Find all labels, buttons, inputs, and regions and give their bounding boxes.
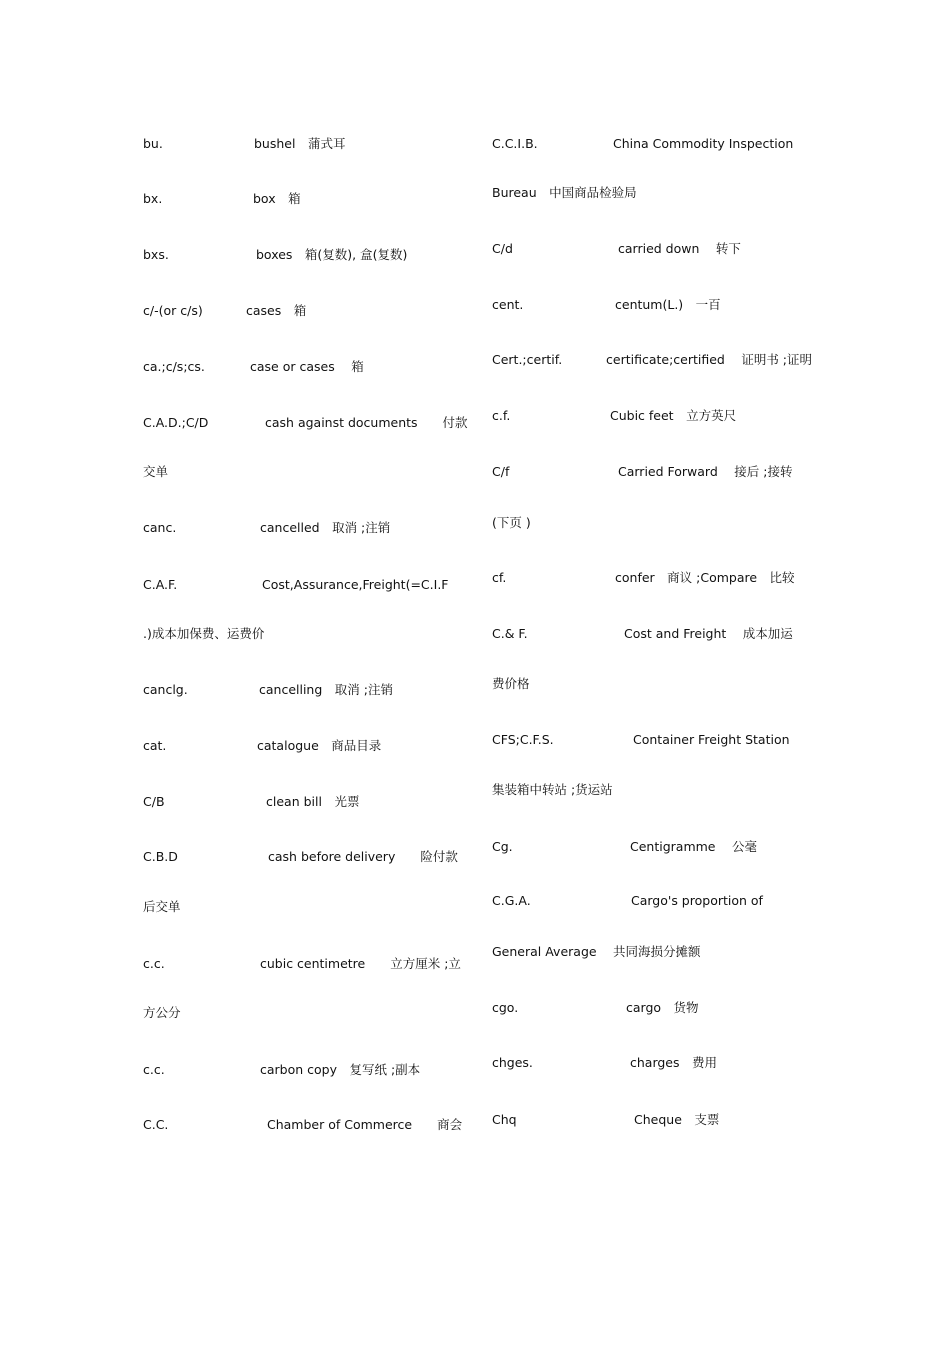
- entry-meaning: boxes 箱(复数), 盒(复数): [256, 247, 408, 262]
- entry-meaning: catalogue 商品目录: [257, 738, 382, 753]
- entry-abbreviation: bx.: [143, 191, 163, 206]
- entry-abbreviation: cf.: [492, 570, 507, 585]
- entry-abbreviation: canclg.: [143, 682, 188, 697]
- entry-meaning: cancelling 取消 ;注销: [259, 682, 393, 697]
- entry-meaning: centum(L.) 一百: [615, 297, 721, 312]
- entry-abbreviation: CFS;C.F.S.: [492, 732, 554, 747]
- entry-continuation: (下页 ): [492, 515, 531, 530]
- entry-meaning: confer 商议 ;Compare 比较: [615, 570, 795, 585]
- entry-meaning: carried down 转下: [618, 241, 741, 256]
- entry-abbreviation: cent.: [492, 297, 524, 312]
- entry-abbreviation: cgo.: [492, 1000, 519, 1015]
- entry-meaning: carbon copy 复写纸 ;副本: [260, 1062, 421, 1077]
- entry-meaning: cubic centimetre 立方厘米 ;立: [260, 956, 461, 971]
- entry-meaning: cash against documents 付款: [265, 415, 468, 430]
- entry-abbreviation: canc.: [143, 520, 177, 535]
- entry-abbreviation: ca.;c/s;cs.: [143, 359, 205, 374]
- entry-meaning: Container Freight Station: [633, 732, 790, 747]
- entry-meaning: China Commodity Inspection: [613, 136, 794, 151]
- entry-meaning: certificate;certified 证明书 ;证明: [606, 352, 813, 367]
- entry-abbreviation: Cg.: [492, 839, 513, 854]
- entry-meaning: charges 费用: [630, 1055, 718, 1070]
- entry-abbreviation: C/B: [143, 794, 165, 809]
- entry-meaning: Cost,Assurance,Freight(=C.I.F: [262, 577, 449, 592]
- entry-abbreviation: cat.: [143, 738, 167, 753]
- entry-abbreviation: C.C.: [143, 1117, 169, 1132]
- entry-continuation: General Average 共同海损分摊额: [492, 944, 701, 959]
- entry-abbreviation: c.f.: [492, 408, 511, 423]
- entry-abbreviation: C.A.F.: [143, 577, 178, 592]
- entry-abbreviation: Chq: [492, 1112, 517, 1127]
- entry-meaning: clean bill 光票: [266, 794, 360, 809]
- entry-abbreviation: C/d: [492, 241, 513, 256]
- entry-continuation: 费价格: [492, 676, 530, 691]
- entry-abbreviation: C.C.I.B.: [492, 136, 538, 151]
- entry-abbreviation: Cert.;certif.: [492, 352, 563, 367]
- entry-abbreviation: c.c.: [143, 1062, 165, 1077]
- entry-continuation: 方公分: [143, 1005, 181, 1020]
- entry-abbreviation: C.& F.: [492, 626, 528, 641]
- entry-continuation: .)成本加保费、运费价: [143, 626, 265, 641]
- entry-meaning: Cheque 支票: [634, 1112, 720, 1127]
- entry-meaning: cancelled 取消 ;注销: [260, 520, 391, 535]
- entry-meaning: cash before delivery 险付款: [268, 849, 458, 864]
- entry-meaning: case or cases 箱: [250, 359, 364, 374]
- entry-abbreviation: c/-(or c/s): [143, 303, 203, 318]
- entry-meaning: Cubic feet 立方英尺: [610, 408, 737, 423]
- entry-abbreviation: bu.: [143, 136, 163, 151]
- entry-continuation: 后交单: [143, 899, 181, 914]
- entry-meaning: box 箱: [253, 191, 301, 206]
- entry-meaning: Centigramme 公毫: [630, 839, 757, 854]
- entry-meaning: bushel 蒲式耳: [254, 136, 346, 151]
- entry-meaning: cases 箱: [246, 303, 307, 318]
- entry-abbreviation: c.c.: [143, 956, 165, 971]
- entry-abbreviation: chges.: [492, 1055, 533, 1070]
- entry-continuation: Bureau 中国商品检验局: [492, 185, 637, 200]
- entry-continuation: 交单: [143, 464, 169, 479]
- entry-abbreviation: C.A.D.;C/D: [143, 415, 209, 430]
- entry-meaning: Cargo's proportion of: [631, 893, 763, 908]
- entry-abbreviation: C.G.A.: [492, 893, 531, 908]
- entry-meaning: Chamber of Commerce 商会: [267, 1117, 463, 1132]
- entry-abbreviation: C/f: [492, 464, 510, 479]
- entry-meaning: cargo 货物: [626, 1000, 699, 1015]
- entry-abbreviation: C.B.D: [143, 849, 178, 864]
- entry-abbreviation: bxs.: [143, 247, 169, 262]
- entry-meaning: Cost and Freight 成本加运: [624, 626, 793, 641]
- entry-meaning: Carried Forward 接后 ;接转: [618, 464, 793, 479]
- entry-continuation: 集装箱中转站 ;货运站: [492, 782, 613, 797]
